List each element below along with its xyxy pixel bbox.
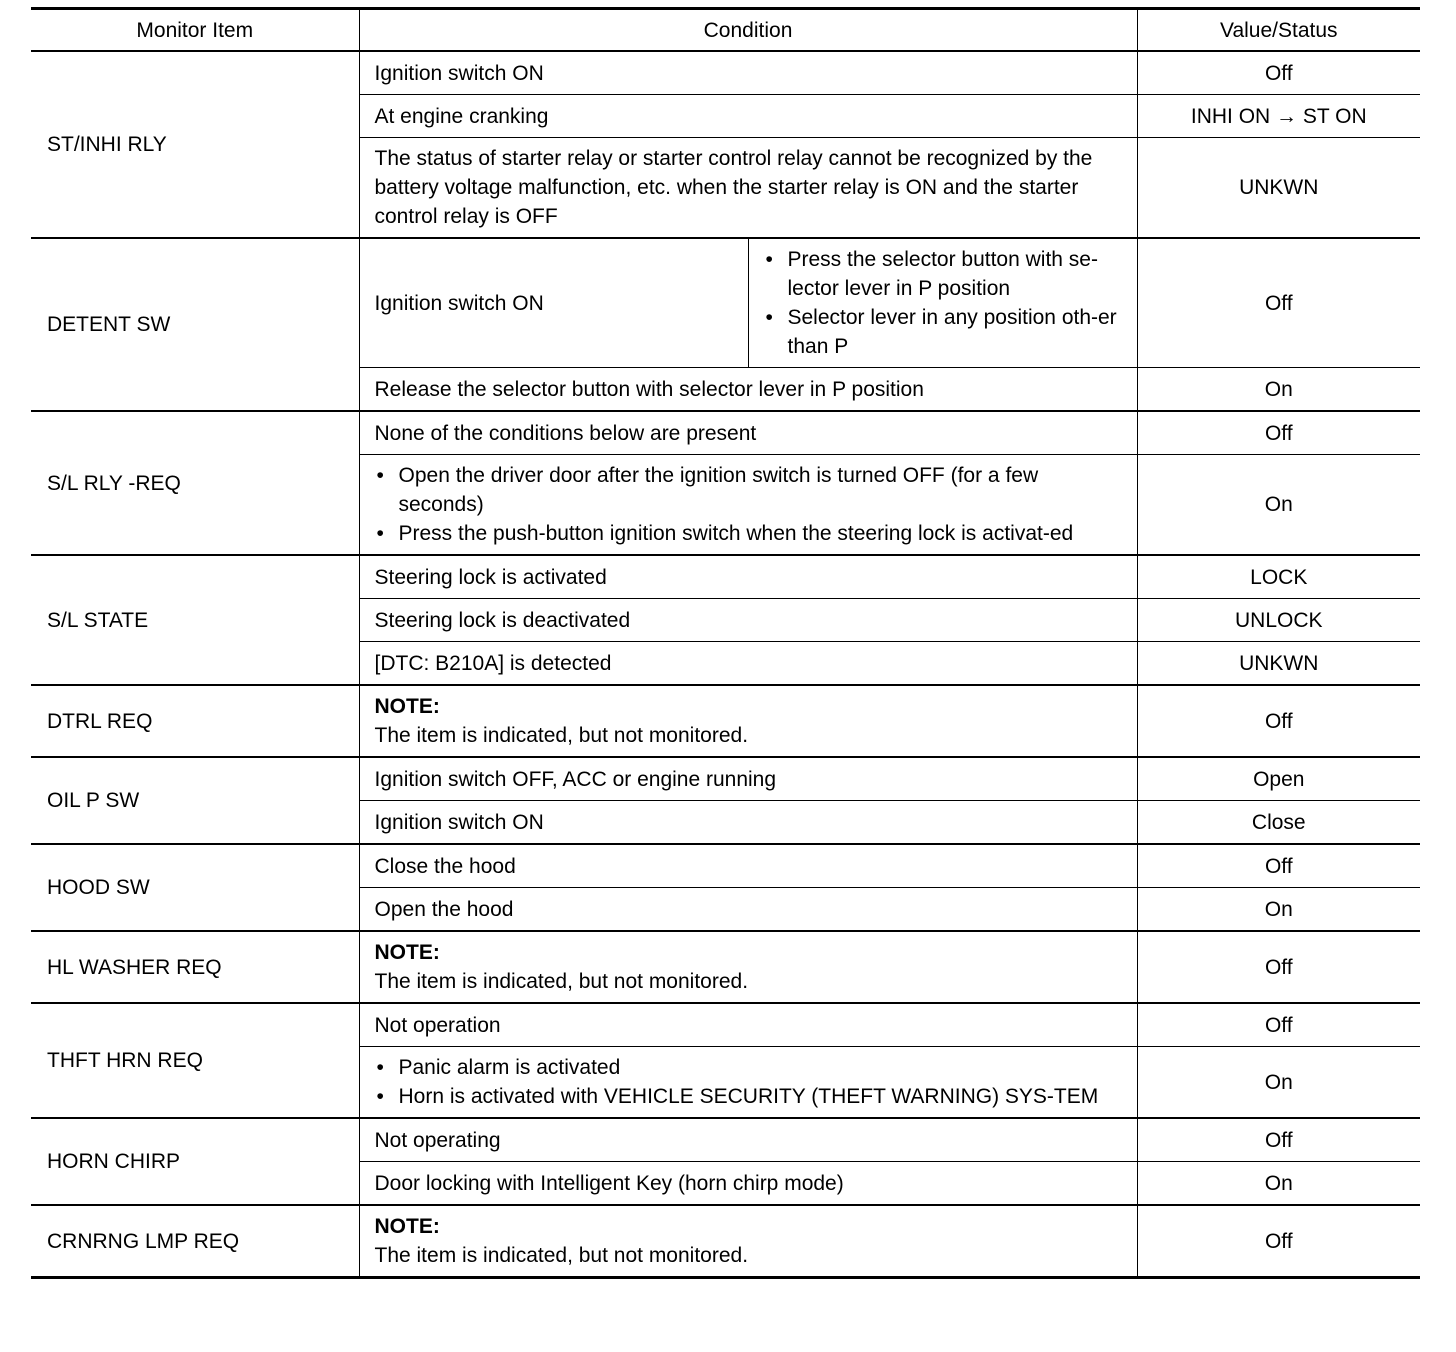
monitor-item-cell: DETENT SW: [31, 238, 359, 411]
note-cell: [359, 1205, 1137, 1278]
header-value-status: Value/Status: [1137, 9, 1420, 52]
bullet-item: • Press the push-button ignition switch when the steering lock is activat-ed: [375, 519, 1129, 548]
value-cell: Off: [1137, 1118, 1420, 1162]
condition-cell: [DTC: B210A] is detected: [359, 642, 1137, 686]
table-row: [31, 1118, 1420, 1162]
condition-cell: Steering lock is deactivated: [359, 599, 1137, 642]
condition-cell: Not operating: [359, 1118, 1137, 1162]
monitor-item-cell: ST/INHI RLY: [31, 51, 359, 238]
condition-cell: The status of starter relay or starter control relay cannot be recognized by the battery voltage malfunction, etc. when the starter relay is ON and the starter control relay is OFF: [359, 138, 1137, 239]
value-cell: Off: [1137, 931, 1420, 1003]
condition-cell: Ignition switch ON: [359, 801, 1137, 845]
monitor-item-table: [31, 7, 1420, 1279]
table-row: [31, 757, 1420, 801]
value-cell: Off: [1137, 238, 1420, 368]
bullet-item: • Selector lever in any position oth-er than P: [764, 303, 1129, 361]
table-row: [31, 411, 1420, 455]
value-cell: Off: [1137, 844, 1420, 888]
bullet-item: • Press the selector button with se-lector lever in P position: [764, 245, 1129, 303]
bullet-item: • Horn is activated with VEHICLE SECURITY (THEFT WARNING) SYS-TEM: [375, 1082, 1129, 1111]
value-cell: UNLOCK: [1137, 599, 1420, 642]
condition-cell: Ignition switch ON: [359, 51, 1137, 95]
note-text: The item is indicated, but not monitored.: [374, 724, 749, 747]
monitor-item-cell: CRNRNG LMP REQ: [31, 1205, 359, 1278]
value-cell: On: [1137, 1162, 1420, 1206]
table-row: [31, 931, 1420, 1003]
value-cell: Off: [1137, 1205, 1420, 1278]
condition-cell: Not operation: [359, 1003, 1137, 1047]
bullet-list: [764, 245, 1129, 361]
table-row: [31, 1205, 1420, 1278]
condition-cell: Door locking with Intelligent Key (horn chirp mode): [359, 1162, 1137, 1206]
condition-cell: None of the conditions below are present: [359, 411, 1137, 455]
bullet-list: [375, 461, 1129, 548]
monitor-item-cell: OIL P SW: [31, 757, 359, 844]
value-cell: UNKWN: [1137, 138, 1420, 239]
condition-cell: Ignition switch ON: [359, 238, 748, 368]
monitor-item-cell: S/L STATE: [31, 555, 359, 685]
monitor-item-cell: S/L RLY -REQ: [31, 411, 359, 555]
value-cell: On: [1137, 368, 1420, 412]
table-row: [31, 844, 1420, 888]
value-cell: LOCK: [1137, 555, 1420, 599]
table-row: [31, 555, 1420, 599]
condition-detail-cell: [748, 238, 1137, 368]
monitor-item-cell: DTRL REQ: [31, 685, 359, 757]
condition-cell: Close the hood: [359, 844, 1137, 888]
monitor-item-cell: HORN CHIRP: [31, 1118, 359, 1205]
bullet-list: [375, 1053, 1129, 1111]
condition-cell: Open the hood: [359, 888, 1137, 932]
value-cell: Off: [1137, 411, 1420, 455]
table-row: [31, 238, 1420, 368]
condition-cell: Release the selector button with selector lever in P position: [359, 368, 1137, 412]
note-label: NOTE:: [374, 1215, 440, 1238]
note-text: The item is indicated, but not monitored.: [374, 1244, 749, 1267]
note-text: The item is indicated, but not monitored.: [374, 970, 749, 993]
condition-cell: [359, 455, 1137, 556]
monitor-item-cell: HL WASHER REQ: [31, 931, 359, 1003]
note-cell: [359, 931, 1137, 1003]
note-label: NOTE:: [374, 941, 440, 964]
note-label: NOTE:: [374, 695, 440, 718]
monitor-item-cell: THFT HRN REQ: [31, 1003, 359, 1118]
value-cell: On: [1137, 888, 1420, 932]
value-cell: Open: [1137, 757, 1420, 801]
value-cell: Off: [1137, 685, 1420, 757]
value-cell: UNKWN: [1137, 642, 1420, 686]
condition-cell: At engine cranking: [359, 95, 1137, 138]
note-cell: [359, 685, 1137, 757]
value-cell: INHI ON → ST ON: [1137, 95, 1420, 138]
value-cell: On: [1137, 1047, 1420, 1119]
header-condition: Condition: [359, 9, 1137, 52]
monitor-item-cell: HOOD SW: [31, 844, 359, 931]
condition-cell: Steering lock is activated: [359, 555, 1137, 599]
value-cell: On: [1137, 455, 1420, 556]
header-monitor-item: Monitor Item: [31, 9, 359, 52]
value-cell: Off: [1137, 51, 1420, 95]
value-cell: Close: [1137, 801, 1420, 845]
condition-cell: [359, 1047, 1137, 1119]
condition-cell: Ignition switch OFF, ACC or engine running: [359, 757, 1137, 801]
bullet-item: • Open the driver door after the ignition switch is turned OFF (for a few seconds): [375, 461, 1129, 519]
header-row: [31, 9, 1420, 52]
value-cell: Off: [1137, 1003, 1420, 1047]
table-row: [31, 51, 1420, 95]
table-row: [31, 1003, 1420, 1047]
table-row: [31, 685, 1420, 757]
bullet-item: • Panic alarm is activated: [375, 1053, 1129, 1082]
